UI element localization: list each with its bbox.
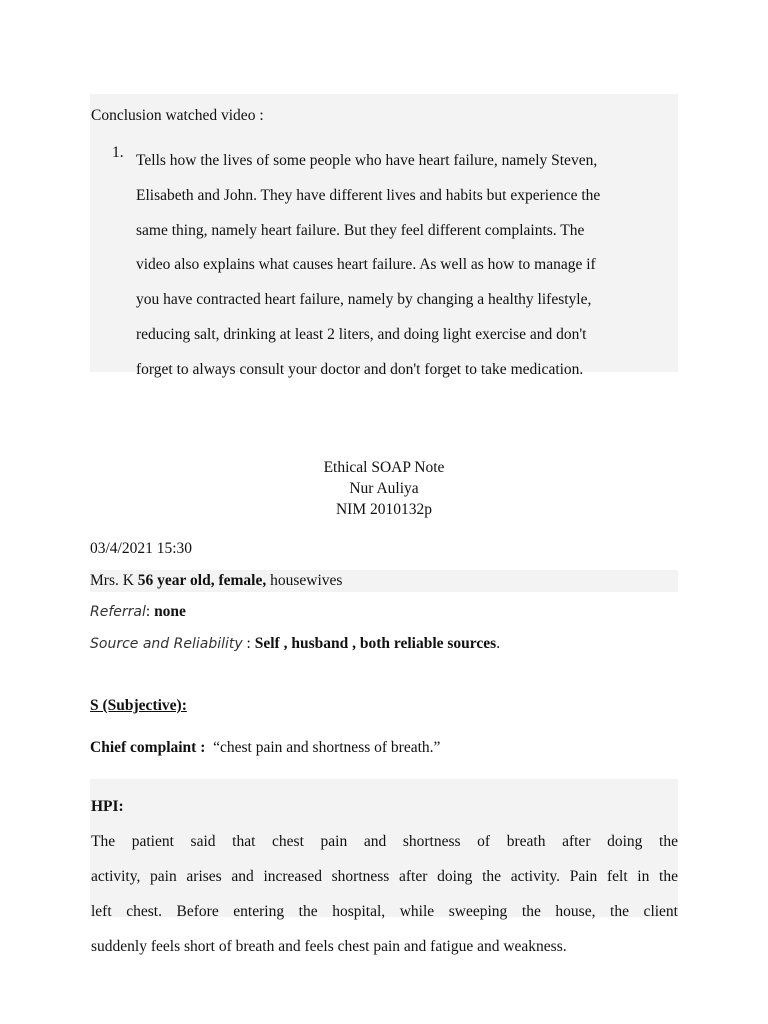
referral-label: Referral [90,604,146,620]
conclusion-heading: Conclusion watched video : [91,107,264,124]
student-id: NIM 2010132p [335,501,432,518]
hpi-line: activity, pain arises and increased shortness after doing the activity. Pain felt in the [91,868,678,885]
note-title: Ethical SOAP Note [323,459,445,476]
conclusion-line: video also explains what causes heart failure. As well as how to manage if [136,256,596,274]
hpi-section [90,779,678,955]
conclusion-line: reducing salt, drinking at least 2 liters, and doing light exercise and don't [136,325,587,343]
referral-value: none [154,603,186,620]
hpi-line: suddenly feels short of breath and feels chest pain and fatigue and weakness. [91,938,567,955]
source-label: Source and Reliability [90,636,243,652]
author-name: Nur Auliya [349,480,419,497]
patient-occupation: housewives [270,572,343,589]
source-end: . [496,635,501,652]
patient-desc-bold: 56 year old, female, [137,572,267,589]
chief-complaint-line [90,739,440,757]
patient-name: Mrs. K [90,572,134,589]
referral-line [90,603,186,621]
hpi-paragraph [91,789,678,964]
hpi-label: HPI: [91,798,124,815]
conclusion-section [90,94,678,378]
source-line [90,635,500,653]
conclusion-paragraph [136,144,676,388]
chief-complaint-value: “chest pain and shortness of breath.” [213,739,441,756]
conclusion-line: same thing, namely heart failure. But they feel different complaints. The [136,221,585,239]
patient-line [90,572,342,590]
note-title-block [234,457,534,520]
conclusion-line: Tells how the lives of some people who have heart failure, namely Steven, [136,152,598,169]
conclusion-line: Elisabeth and John. They have different lives and habits but experience the [136,186,601,204]
chief-complaint-label: Chief complaint : [90,739,206,756]
conclusion-line: forget to always consult your doctor and don't forget to take medication. [136,360,584,378]
referral-sep: : [145,603,151,620]
conclusion-line: you have contracted heart failure, namely by changing a healthy lifestyle, [136,291,592,309]
source-sep: : [246,635,251,652]
hpi-line-text: The patient said that chest pain and shortness of breath after doing the [91,833,678,850]
subjective-heading [90,697,187,715]
source-value: Self , husband , both reliable sources [254,635,497,652]
hpi-line: left chest. Before entering the hospital, while sweeping the house, the client [91,903,678,920]
list-item-number: 1. [112,144,124,161]
subjective-heading-text: S (Subjective): [90,697,187,714]
date-time: 03/4/2021 15:30 [90,540,193,557]
hpi-line [91,789,678,859]
